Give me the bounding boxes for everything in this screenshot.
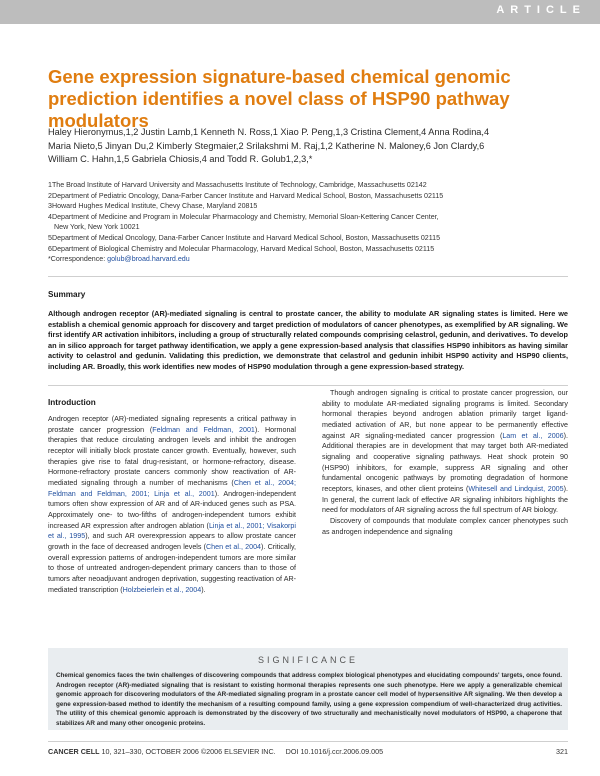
citation-details: 10, 321–330, OCTOBER 2006 ©2006 ELSEVIER INC. DOI 10.1016/j.ccr.2006.09.005 xyxy=(99,747,384,756)
affiliation: 6Department of Biological Chemistry and Molecular Pharmacology, Harvard Medical School, Boston, Massachusetts 02115 xyxy=(48,244,435,253)
paper-title: Gene expression signature-based chemical genomic prediction identifies a novel class of HSP90 pathway modulators xyxy=(48,66,511,131)
author-list xyxy=(48,126,566,167)
body-column-left xyxy=(48,414,296,595)
divider xyxy=(48,385,568,386)
journal-name: CANCER CELL xyxy=(48,747,100,756)
affiliation: 2Department of Pediatric Oncology, Dana-Farber Cancer Institute and Harvard Medical School, Boston, Massachusetts 02115 xyxy=(48,191,444,200)
body-column-right xyxy=(322,388,568,537)
correspondence-label: *Correspondence: xyxy=(48,255,108,264)
affiliation: 3Howard Hughes Medical Institute, Chevy Chase, Maryland 20815 xyxy=(48,202,258,211)
paragraph xyxy=(48,414,296,595)
citation-link[interactable]: Lam et al., 2006 xyxy=(502,431,564,440)
significance-heading: SIGNIFICANCE xyxy=(257,655,358,665)
citation-link[interactable]: Whitesell and Lindquist, 2005 xyxy=(468,484,564,493)
text-run: ). Additional therapies are in development that may target both AR-mediated signaling and cooperative signaling pathways. Heat shock protein 90 (HSP90) inhibitors, for example, suppress AR signaling and other fundamental oncogenic pathways by promoting degradation of hormone receptors, kinases, and other client proteins ( xyxy=(322,431,568,493)
affiliation: 4Department of Medicine and Program in Molecular Pharmacology and Chemistry, Memorial Sloan-Kettering Cancer Center, xyxy=(48,212,439,221)
correspondence-email-link[interactable]: golub@broad.harvard.edu xyxy=(107,255,190,264)
author-line: Maria Nieto,5 Jinyan Du,2 Kimberly Stegmaier,2 Srilakshmi M. Raj,1,2 Katherine N. Maloney,6 Jon Clardy,6 xyxy=(48,140,485,151)
significance-text: Chemical genomics faces the twin challenges of discovering compounds that address complex biological phenotypes and elucidating compounds' targets, once found. Androgen receptor (AR)-mediated signaling that is resistant to existing hormonal therapies represents one such phenotype. Here we apply a generalizable chemical genomic approach for discovering modulators of the AR-mediated signaling program in a prostate cancer cell model of hypersensitive AR signaling. We then develop a gene expression-based method to identify the mechanism of a resulting compound family, using a gene expression compendium of well-characterized drug activities. The utility of this chemical genomic approach is demonstrated by the discovery of two structurally and mechanistically novel modulators of HSP90, a chaperone that stabilizes AR and many other oncogenic proteins. xyxy=(56,672,562,727)
text-run: ), and such AR overexpression appears to allow prostate cancer growth in the face of decreased androgen levels ( xyxy=(48,532,296,551)
citation-link[interactable]: Chen et al., 2004; Feldman and Feldman, 2001; Linja et al., 2001 xyxy=(48,478,296,498)
text-run: ). xyxy=(201,585,206,594)
paragraph xyxy=(322,388,568,516)
text-run: Androgen receptor (AR)-mediated signaling represents a critical pathway in prostate cancer progression ( xyxy=(48,415,296,434)
text-run: ). Androgen-independent tumors often show expression of AR and of AR-induced genes such as PSA. Approximately one- to two-fifths of androgen-independent tumors exhibit increased AR expression after androgen ablation ( xyxy=(48,489,297,530)
summary-text: Although androgen receptor (AR)-mediated signaling is central to prostate cancer, the ability to modulate AR signaling states is limited. Here we establish a chemical genomic approach for discovery and target prediction of modulators of cancer phenotypes, as exemplified by AR signaling. We first identify AR activation inhibitors, including a group of structurally related compounds comprising celastrol, gedunin, and derivatives. To develop an in silico approach for target pathway identification, we apply a gene expression-based analysis that classifies HSP90 inhibitors as having similar activity to celastrol and gedunin. Validating this prediction, we demonstrate that celastrol and gedunin inhibit HSP90 activity and HSP90 clients, including AR. Broadly, this work identifies new modes of HSP90 modulation through a gene expression-based strategy. xyxy=(48,309,568,371)
text-run: Though androgen signaling is critical to prostate cancer progression, our ability to modulate AR-mediated signaling programs is limited. Secondary hormonal therapies beyond androgen ablation primarily target ligand-mediated activation of AR, but none appear to be permanently effective against AR signaling-mediated cancer progression ( xyxy=(322,389,568,440)
footer-citation xyxy=(48,747,383,756)
article-type-label: ARTICLE xyxy=(496,4,586,16)
correspondence xyxy=(48,254,568,265)
text-run: ). Hormonal therapies that reduce circulating androgen levels and inhibit the androgen receptor will initially block prostate cancer growth. Eventually, however, such therapies give rise to fatal drug-resistant, or hormone-refractory, disease. Hormone-refractory prostate cancers commonly show reactivation of AR-mediated signaling through a number of mechanisms ( xyxy=(48,425,296,487)
author-line: William C. Hahn,1,5 Gabriela Chiosis,4 and Todd R. Golub1,2,3,* xyxy=(48,154,313,164)
affiliation: New York, New York 10021 xyxy=(54,223,140,232)
summary-heading: Summary xyxy=(48,290,86,299)
affiliation-list xyxy=(48,180,568,265)
introduction-heading: Introduction xyxy=(48,398,96,407)
citation-link[interactable]: Chen et al., 2004 xyxy=(206,542,262,551)
divider xyxy=(48,276,568,277)
paragraph: Discovery of compounds that modulate complex cancer phenotypes such as androgen independence and signaling xyxy=(322,516,568,536)
author-line: Haley Hieronymus,1,2 Justin Lamb,1 Kenneth N. Ross,1 Xiao P. Peng,1,3 Cristina Clement,4 Anna Rodina,4 xyxy=(48,127,490,137)
citation-link[interactable]: Holzbeierlein et al., 2004 xyxy=(122,585,202,594)
citation-link[interactable]: Linja et al., 2001; Visakorpi et al., 1995 xyxy=(48,521,296,541)
page-number: 321 xyxy=(556,747,568,756)
footer-divider xyxy=(48,741,568,742)
text-run: ). Critically, overall expression patterns of androgen-independent tumors are more similar to those of untreated androgen-dependent primary cancers than to those of tumors after neoadjuvant androgen deprivation, suggesting reactivation of AR-mediated transcription ( xyxy=(48,542,296,594)
affiliation: 5Department of Medical Oncology, Dana-Farber Cancer Institute and Harvard Medical School, Boston, Massachusetts 02115 xyxy=(48,233,441,242)
citation-link[interactable]: Feldman and Feldman, 2001 xyxy=(152,425,255,434)
text-run: ). In general, the current lack of effective AR signaling inhibitors highlights the need for modulators of AR signaling across the full spectrum of AR biology. xyxy=(322,484,568,515)
affiliation: 1The Broad Institute of Harvard University and Massachusetts Institute of Technology, Cambridge, Massachusetts 02142 xyxy=(48,181,427,189)
